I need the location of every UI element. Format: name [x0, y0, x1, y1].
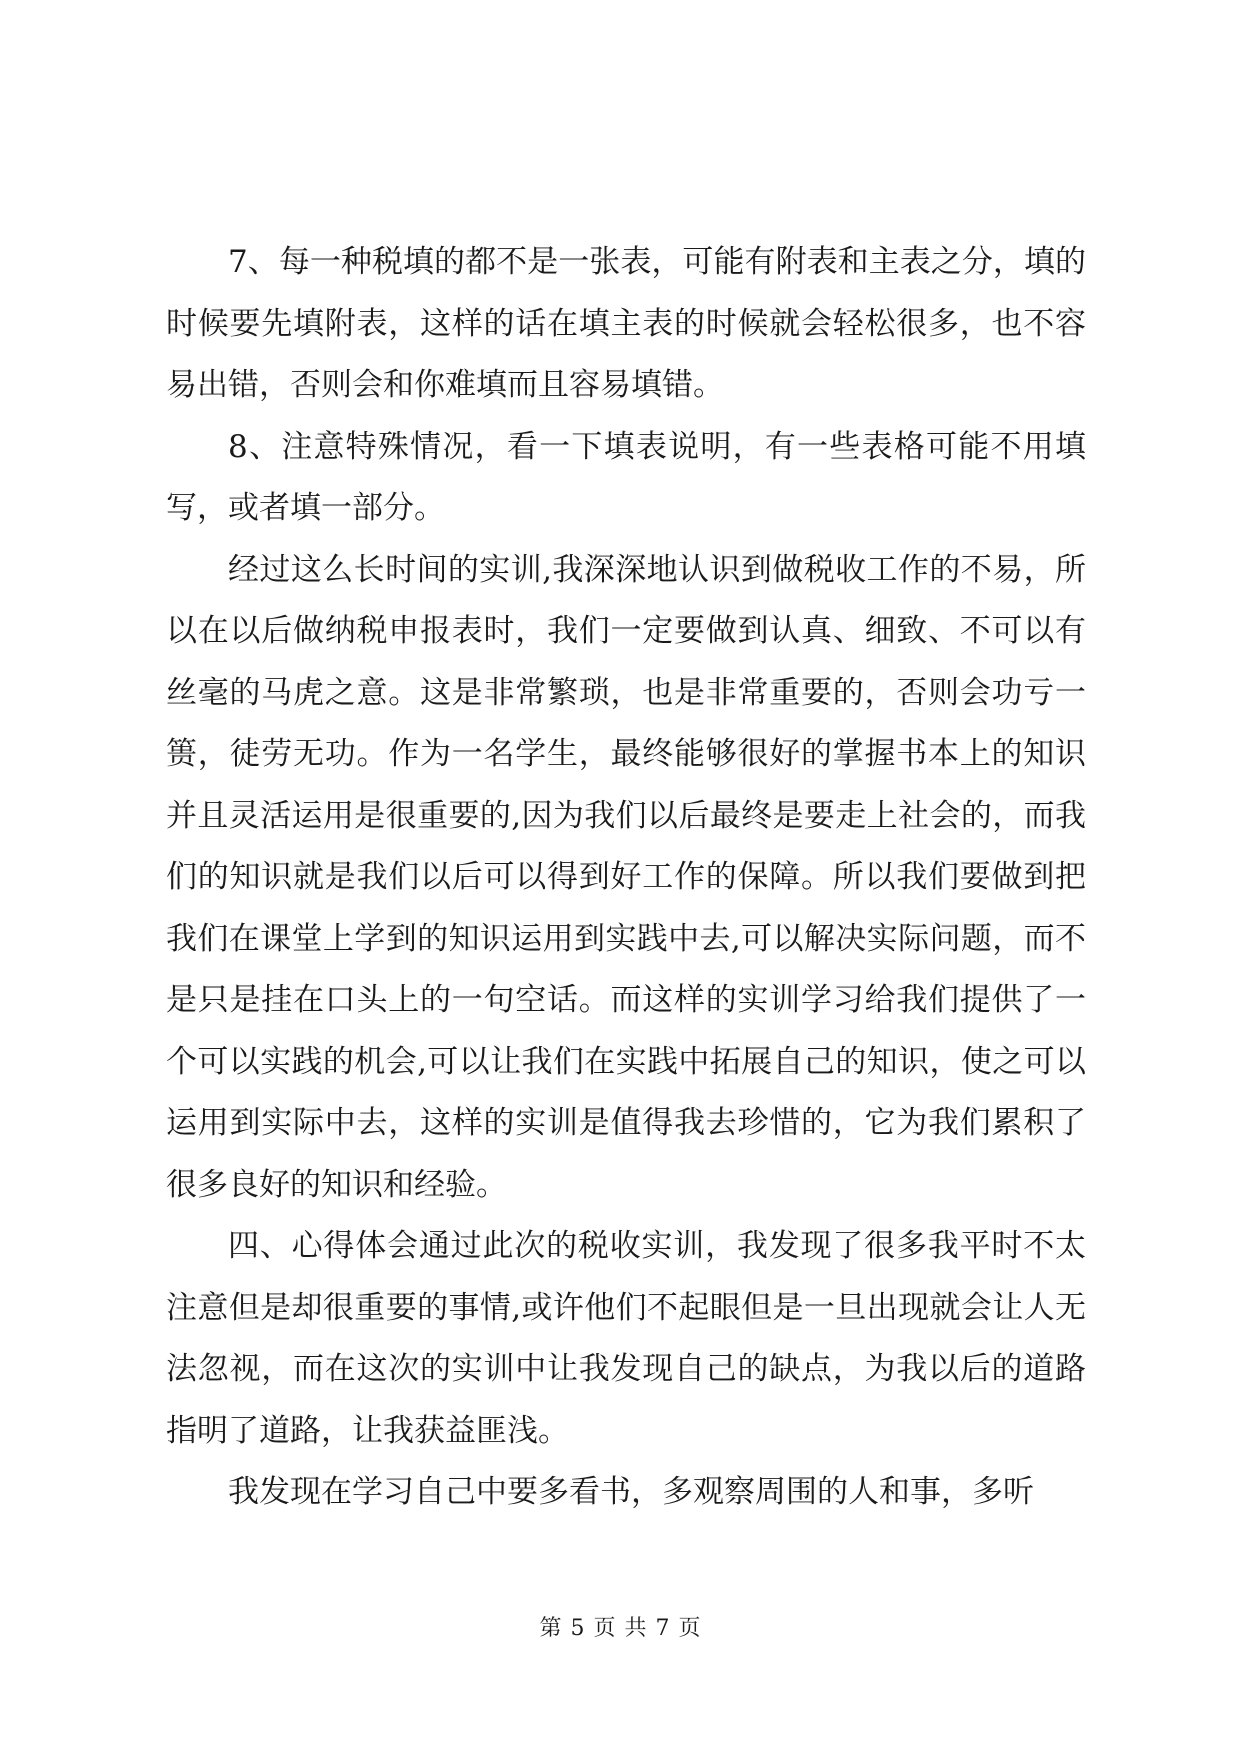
paragraph-training-reflection: 经过这么长时间的实训,我深深地认识到做税收工作的不易，所以在以后做纳税申报表时，我们一定要做到认真、细致、不可以有丝毫的马虎之意。这是非常繁琐，也是非常重要的，否则会功亏一篑，徒劳无功。作为一名学生，最终能够很好的掌握书本上的知识并且灵活运用是很重要的,因为我们以后最终是要走上社会的，而我们的知识就是我们以后可以得到好工作的保障。所以我们要做到把我们在课堂上学到的知识运用到实践中去,可以解决实际问题，而不是只是挂在口头上的一句空话。而这样的实训学习给我们提供了一个可以实践的机会,可以让我们在实践中拓展自己的知识，使之可以运用到实际中去，这样的实训是值得我去珍惜的，它为我们累积了很多良好的知识和经验。	[166, 551, 1086, 1203]
paragraph-section-4-experience: 四、心得体会通过此次的税收实训，我发现了很多我平时不太注意但是却很重要的事情,或许他们不起眼但是一旦出现就会让人无法忽视，而在这次的实训中让我发现自己的缺点，为我以后的道路指明了道路，让我获益匪浅。	[166, 1228, 1086, 1449]
paragraph-discovery: 我发现在学习自己中要多看书，多观察周围的人和事，多听	[228, 1474, 1034, 1510]
paragraph-8-special-cases: 8、注意特殊情况，看一下填表说明，有一些表格可能不用填写，或者填一部分。	[166, 428, 1086, 526]
paragraph-7-tax-forms: 7、每一种税填的都不是一张表，可能有附表和主表之分，填的时候要先填附表，这样的话在填主表的时候就会轻松很多，也不容易出错，否则会和你难填而且容易填错。	[166, 244, 1086, 403]
document-body	[166, 232, 1086, 1524]
page-number-footer: 第 5 页 共 7 页	[539, 1616, 702, 1641]
